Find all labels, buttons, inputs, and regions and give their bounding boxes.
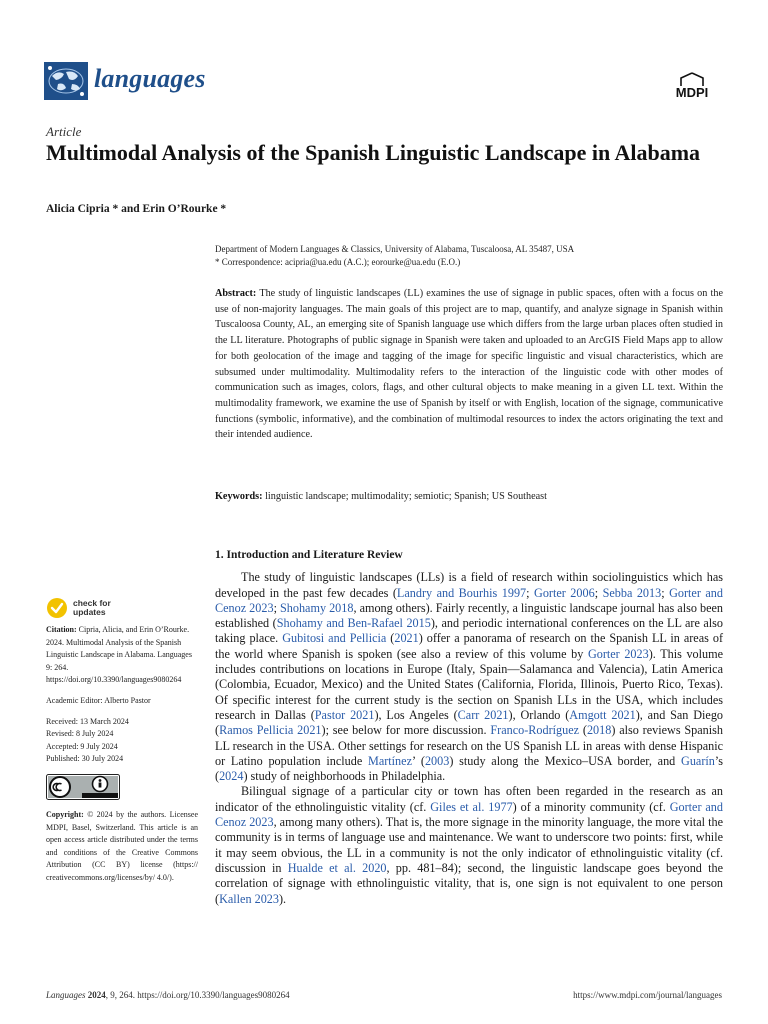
main-text: [215, 548, 723, 907]
citation-link[interactable]: Sebba 2013: [602, 585, 662, 600]
paragraph-text: ’ (: [411, 753, 425, 768]
paragraph-text: Bilingual signage of a particular city or town has often been regarded in the research as an indicator of the ethnolinguistic vitality (cf.: [215, 784, 723, 814]
date-published: Published: 30 July 2024: [46, 754, 124, 764]
citation-link[interactable]: Amgott 2021: [569, 707, 636, 722]
citation-link[interactable]: Carr 2021: [457, 707, 509, 722]
mdpi-label: MDPI: [675, 85, 709, 100]
check-updates-icon: [46, 597, 68, 619]
citation-link[interactable]: Hualde et al. 2020: [287, 860, 387, 875]
section-heading: 1. Introduction and Literature Review: [215, 549, 403, 561]
abstract: [215, 286, 723, 443]
citation-link[interactable]: Guarín: [681, 753, 715, 768]
citation-link[interactable]: 2024: [219, 769, 244, 784]
keywords-label: Keywords:: [215, 491, 263, 502]
author-list: Alicia Cipria * and Erin O’Rourke *: [46, 203, 227, 215]
paragraph-text: ). This volume includes contributions on locations in Europe (Italy, Spain—Salamanca and Valencia), Latin America (Colombia, Ecuador, Mexico) and the United States (California, Florida, Illinois, Puerto Rico, Texas). Of specific interest for the current study is the section on Spanish LLs in the USA, which includes research in Dallas (: [215, 646, 724, 722]
keywords: [215, 489, 723, 504]
paragraph-text: ;: [661, 585, 670, 600]
paragraph-text: (: [386, 631, 395, 646]
paragraph-text: , among others). Fairly recently, a linguistic landscape journal has also been established (: [215, 600, 723, 631]
paragraph-text: The study of linguistic landscapes (LLs) is a field of research within sociolinguistics which has developed in the past few decades (: [215, 570, 723, 600]
date-accepted: Accepted: 9 July 2024: [46, 741, 118, 751]
citation: Citation: Cipria, Alicia, and Erin O’Rourke. 2024. Multimodal Analysis of the Spanish Linguistic Landscape in Alabama. Languages 9: 264. https://doi.org/10.3390/languages9080264: [46, 625, 192, 685]
check-for-updates-button[interactable]: [46, 597, 198, 619]
article-dates: [46, 716, 198, 766]
abstract-text: The study of linguistic landscapes (LL) examines the use of signage in public spaces, often with a focus on the use of non-majority languages. The main goals of this project are to map, quantify, and analyze signage in Spanish within Tuscaloosa County, AL, an emerging site of Spanish language use which differs from the large urban places often studied in the LL literature. Photographs of public signage in Spanish were taken and uploaded to an ArcGIS Field Maps app to allow for both geolocation of the image and tagging of the image for specific linguistic and visual characteristics, which are subsumed under multimodality. Multimodality refers to the interaction of the linguistic code with other modes of communication such as images, colors, flags, and other cultural objects to make meaning in a given LL text. Within the multimodality framework, we examine the use of Spanish by itself or with English, location of the signage, communicative functions (symbolic, informative), and the combination of multimodal resources to index the actors originating the text and their intended audience.: [215, 288, 723, 441]
footer-year: 2024: [87, 990, 106, 1000]
citation-link[interactable]: Shohamy 2018: [280, 600, 354, 615]
paragraph-text: , among many others). That is, the more signage in the minority language, the more vital the community is in terms of language use and maintenance. We want to underscore two points: first, while it may seem obvious, the LL in a community is not the only indicator of ethnolinguistic vitality (cf. discussion in: [215, 815, 724, 875]
citation-link[interactable]: Gorter and Cenoz 2023: [215, 799, 723, 830]
article-type: Article: [46, 124, 82, 139]
paragraph-text: ) study along the Mexico–USA border, and: [449, 753, 682, 768]
citation-link[interactable]: Martínez: [367, 753, 412, 768]
paragraph-text: ) also reviews Spanish LL research in the USA. Other settings for research on the US Spanish LL in areas with dense Hispanic or Latino population include: [215, 723, 723, 768]
paragraph-text: ;: [526, 585, 535, 600]
citation-link[interactable]: Gorter 2023: [587, 646, 649, 661]
citation-link[interactable]: Franco-Rodríguez: [490, 723, 580, 738]
date-received: Received: 13 March 2024: [46, 716, 129, 726]
paragraph-text: ) study of neighborhoods in Philadelphia.: [243, 769, 446, 784]
copyright: Copyright: © 2024 by the authors. Licensee MDPI, Basel, Switzerland. This article is an open access article distributed under the terms and conditions of the Creative Commons Attribution (CC BY) license (https:// creativecommons.org/licenses/by/ 4.0/).: [46, 809, 199, 882]
paragraph-text: ), and San Diego (: [215, 707, 724, 738]
paragraph-text: ), and periodic international conferences on the LL are also taking place.: [215, 616, 724, 646]
citation-link[interactable]: Gorter 2006: [534, 585, 595, 600]
citation-link[interactable]: Gubitosi and Pellicia: [282, 631, 387, 646]
citation-link[interactable]: Ramos Pellicia 2021: [219, 723, 322, 738]
paragraph-text: ), Los Angeles (: [374, 707, 458, 722]
journal-url-link[interactable]: https://www.mdpi.com/journal/languages: [573, 990, 722, 1000]
paragraph-text: ) offer a panorama of research on the Spanish LL in areas of the world where Spanish is spoken (see also a review of this volume by: [215, 631, 723, 661]
citation-link[interactable]: Shohamy and Ben-Rafael 2015: [276, 616, 431, 631]
journal-name: languages: [94, 64, 206, 93]
citation-link[interactable]: 2003: [424, 753, 450, 768]
footer-citation: [46, 990, 290, 1000]
paragraph-text: ); see below for more discussion.: [321, 723, 491, 738]
paragraph-1: [215, 570, 723, 784]
footer-rest: , 9, 264. https://doi.org/10.3390/languages9080264: [105, 990, 290, 1000]
paragraph-text: , pp. 481–84); second, the linguistic landscape goes beyond the correlation of signage with ethnolinguistic vitality, that is, one sign is not equivalent to one person (: [215, 860, 723, 906]
abstract-label: Abstract:: [215, 288, 257, 299]
correspondence: * Correspondence: acipria@ua.edu (A.C.); eorourke@ua.edu (E.O.): [215, 256, 461, 267]
paragraph-text: ) of a minority community (cf.: [512, 799, 670, 814]
article-title: Multimodal Analysis of the Spanish Linguistic Landscape in Alabama: [46, 140, 701, 165]
citation-link[interactable]: Gorter and Cenoz 2023: [215, 585, 723, 615]
citation-link[interactable]: 2018: [586, 723, 612, 738]
citation-link[interactable]: 2021: [394, 631, 419, 646]
paragraph-text: ).: [278, 891, 287, 906]
copyright-text: © 2024 by the authors. Licensee MDPI, Basel, Switzerland. This article is an open access article distributed under the terms and conditions of the Creative Commons Attribution (CC BY) license (https:// creativecommons.org/licenses/by/ 4.0/).: [46, 809, 199, 882]
footer-journal: Languages: [46, 990, 86, 1000]
mdpi-logo-icon: [666, 72, 718, 102]
citation-link[interactable]: Pastor 2021: [314, 707, 375, 722]
paragraph-text: ;: [594, 585, 603, 600]
affiliation: Department of Modern Languages & Classics, University of Alabama, Tuscaloosa, AL 35487, USA: [215, 244, 575, 254]
paragraph-text: ;: [273, 600, 280, 615]
citation-link[interactable]: Landry and Bourhis 1997: [396, 585, 527, 600]
paragraph-text: (: [579, 723, 587, 738]
citation-link[interactable]: Giles et al. 1977: [430, 799, 513, 814]
article-info-sidebar: [46, 597, 198, 893]
cc-by-license-icon[interactable]: [46, 774, 120, 800]
check-updates-label: check for updates: [73, 598, 111, 617]
academic-editor: Academic Editor: Alberto Pastor: [46, 695, 151, 705]
journal-logo-icon: [44, 62, 88, 100]
paragraph-text: ), Orlando (: [508, 707, 570, 722]
keywords-text: linguistic landscape; multimodality; semiotic; Spanish; US Southeast: [265, 491, 547, 502]
paragraph-text: ’s (: [215, 753, 723, 784]
affiliation-block: [215, 243, 735, 268]
citation-text: Cipria, Alicia, and Erin O’Rourke. 2024. Multimodal Analysis of the Spanish Linguistic Landscape in Alabama. Languages 9: 264. https://doi.org/10.3390/languages9080264: [46, 625, 192, 685]
paragraph-2: [215, 784, 723, 906]
citation-link[interactable]: Kallen 2023: [219, 891, 279, 906]
date-revised: Revised: 8 July 2024: [46, 729, 114, 739]
